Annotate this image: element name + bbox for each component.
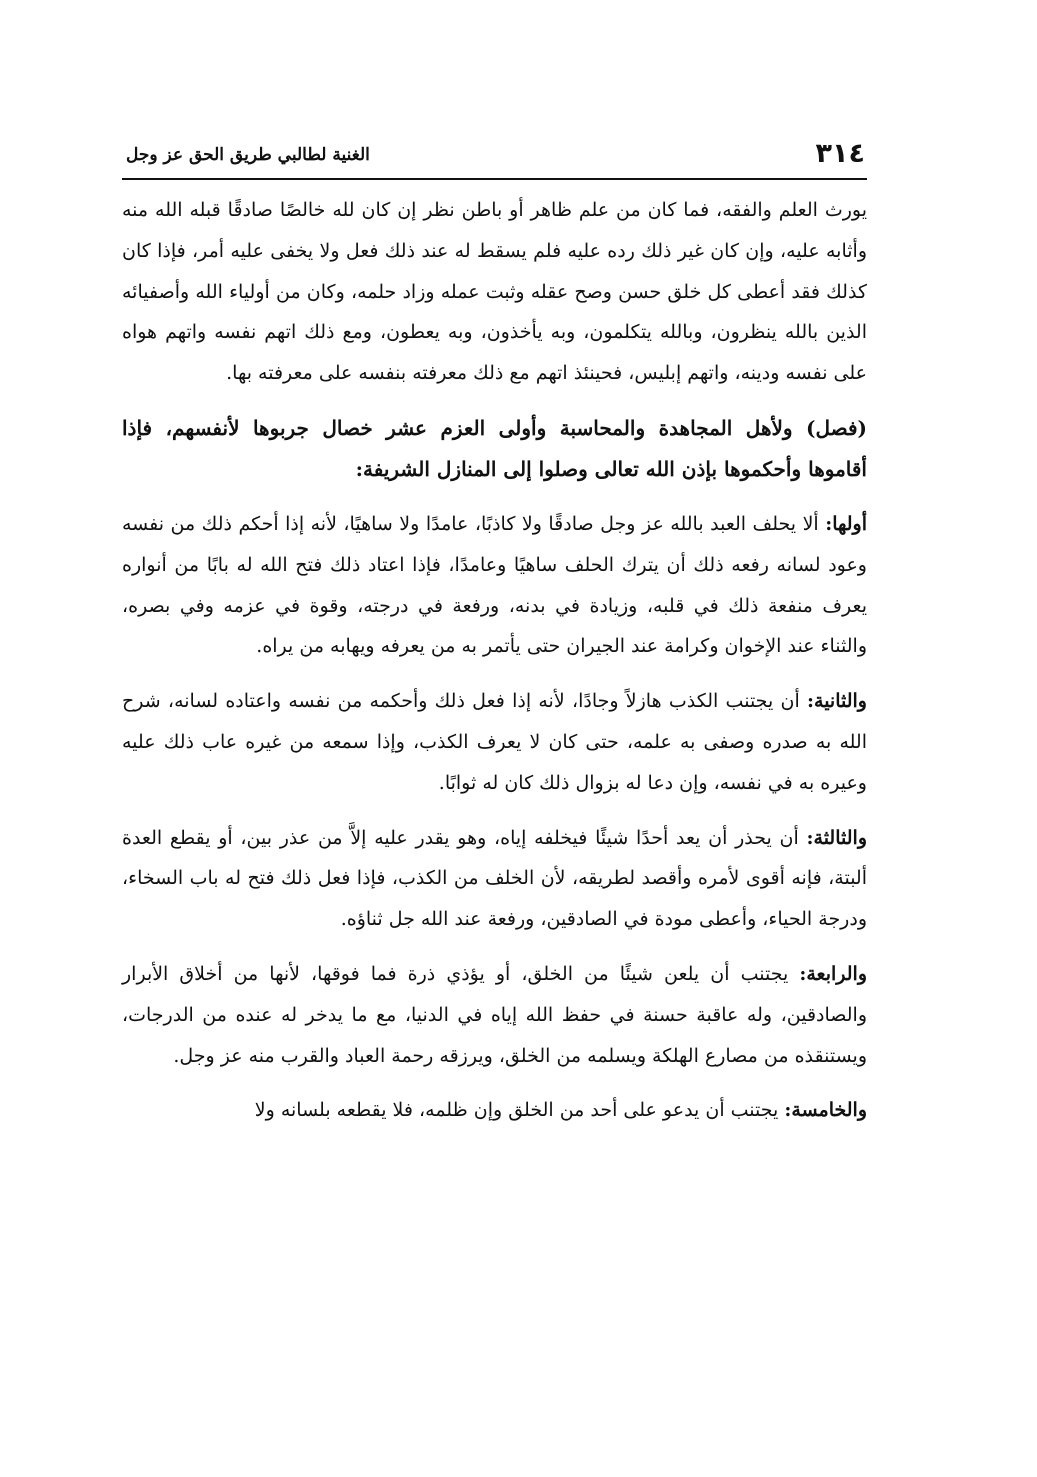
page-number: ٣١٤	[815, 138, 865, 169]
paragraph-third-trait	[122, 818, 867, 940]
paragraph-text: (فصل) ولأهل المجاهدة والمحاسبة وأولى العزم عشر خصال جربوها لأنفسهم، فإذا أقاموها وأحكموها بإذن الله تعالى وصلوا إلى المنازل الشريفة:	[122, 415, 867, 481]
paragraph-lead: والرابعة:	[799, 962, 867, 985]
page-header	[122, 135, 867, 175]
paragraph-lead: أولها:	[825, 512, 867, 535]
body-text	[122, 190, 867, 1145]
header-divider	[122, 178, 867, 180]
paragraph-lead: والخامسة:	[784, 1099, 867, 1122]
paragraph-1	[122, 190, 867, 394]
paragraph-text: أن يحذر أن يعد أحدًا شيئًا فيخلفه إياه، وهو يقدر عليه إلاَّ من عذر بين، أو يقطع العدة ألبتة، فإنه أقوى لأمره وأقصد لطريقه، لأن الخلف من الكذب، فإذا فعل ذلك فتح له باب السخاء، ودرجة الحياء، وأعطى مودة في الصادقين، ورفعة عند الله جل ثناؤه.	[122, 826, 867, 931]
paragraph-text: يورث العلم والفقه، فما كان من علم ظاهر أو باطن نظر إن كان لله خالصًا صادقًا قبله الله منه وأثابه عليه، وإن كان غير ذلك رده عليه فلم يسقط له عند ذلك فعل ولا يخفى عليه أمر، فإذا كان كذلك فقد أعطى كل خلق حسن وصح عقله وثبت عمله وزاد حلمه، وكان من أولياء الله وأصفيائه الذين بالله ينظرون، وبالله يتكلمون، وبه يأخذون، وبه يعطون، ومع ذلك اتهم نفسه واتهم هواه على نفسه ودينه، واتهم إبليس، فحينئذ اتهم مع ذلك معرفته بنفسه على معرفته بها.	[122, 199, 867, 385]
paragraph-fourth-trait	[122, 954, 867, 1076]
paragraph-second-trait	[122, 681, 867, 803]
paragraph-text: يجتنب أن يدعو على أحد من الخلق وإن ظلمه، فلا يقطعه بلسانه ولا	[254, 1099, 785, 1122]
paragraph-lead: والثالثة:	[806, 826, 867, 849]
paragraph-first-trait	[122, 504, 867, 667]
paragraph-text: أن يجتنب الكذب هازلاً وجادًا، لأنه إذا فعل ذلك وأحكمه من نفسه واعتاده لسانه، شرح الله به صدره وصفى به علمه، حتى كان لا يعرف الكذب، وإذا سمعه من غيره عاب ذلك عليه وعيره به في نفسه، وإن دعا له بزوال ذلك كان له ثوابًا.	[122, 690, 868, 794]
section-heading	[122, 408, 867, 490]
paragraph-fifth-trait	[122, 1090, 867, 1131]
paragraph-lead: والثانية:	[807, 690, 867, 713]
paragraph-text: يجتنب أن يلعن شيئًا من الخلق، أو يؤذي ذرة فما فوقها، لأنها من أخلاق الأبرار والصادقين، وله عاقبة حسنة في حفظ الله إياه في الدنيا، مع ما يدخر له عنده من الدرجات، ويستنقذه من مصارع الهلكة ويسلمه من الخلق، ويرزقه رحمة العباد والقرب منه عز وجل.	[122, 962, 867, 1067]
paragraph-text: ألا يحلف العبد بالله عز وجل صادقًا ولا كاذبًا، عامدًا ولا ساهيًا، لأنه إذا أحكم ذلك من نفسه وعود لسانه رفعه ذلك أن يترك الحلف ساهيًا وعامدًا، فإذا اعتاد ذلك فتح الله له بابًا من أنواره يعرف منفعة ذلك في قلبه، وزيادة في بدنه، ورفعة في درجته، وقوة في عزمه وفي بصره، والثناء عند الإخوان وكرامة عند الجيران حتى يأتمر به من يعرفه ويهابه من يراه.	[122, 512, 867, 658]
running-title: الغنية لطالبي طريق الحق عز وجل	[126, 145, 370, 165]
